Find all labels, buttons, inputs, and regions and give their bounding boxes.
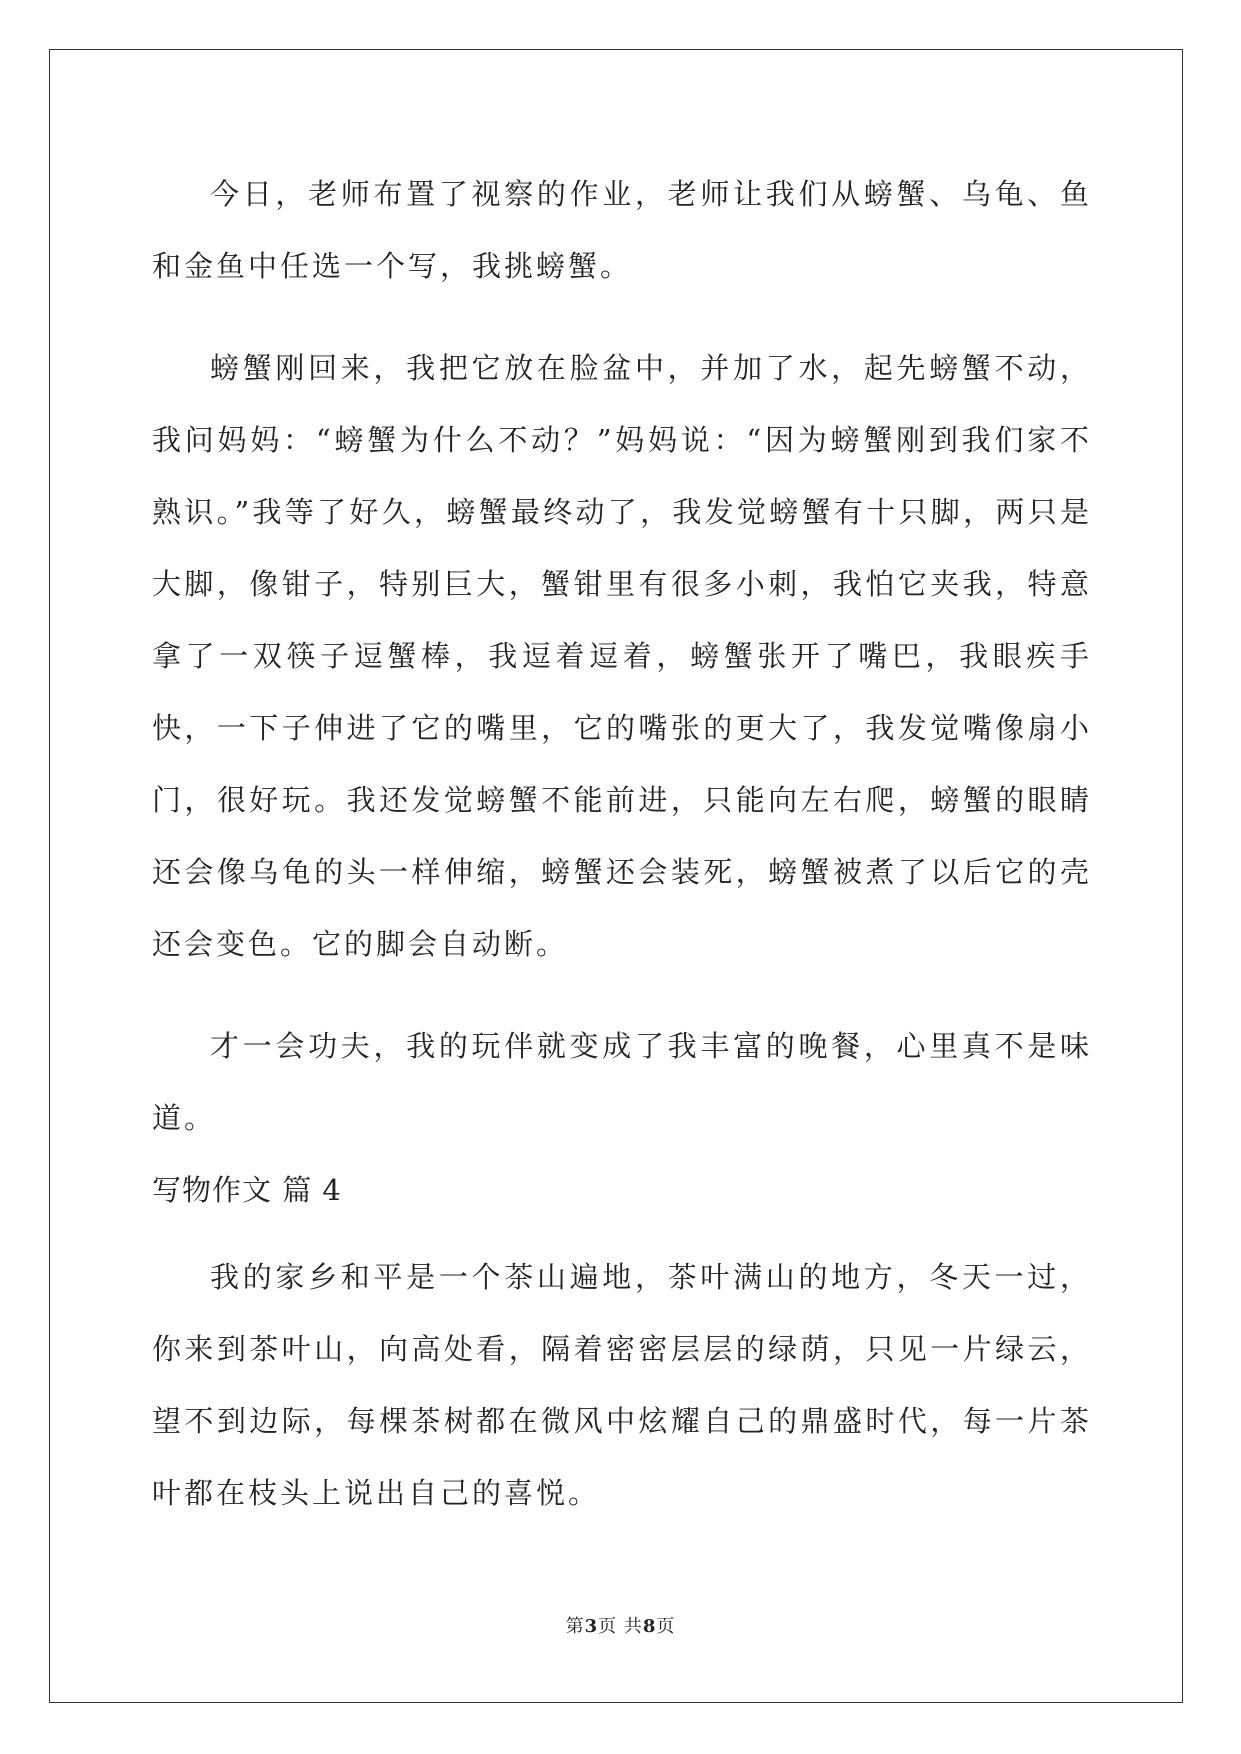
document-body xyxy=(152,158,1092,1559)
footer-mid: 页 共 xyxy=(598,1616,643,1637)
section-heading: 写物作文 篇 4 xyxy=(152,1173,342,1207)
paragraph-4: 我的家乡和平是一个茶山遍地，茶叶满山的地方，冬天一过，你来到茶叶山，向高处看，隔着密密层层的绿荫，只见一片绿云，望不到边际，每棵茶树都在微风中炫耀自己的鼎盛时代，每一片茶叶都在枝头上说出自己的喜悦。 xyxy=(152,1260,1092,1510)
footer-page-number: 3 xyxy=(584,1616,599,1637)
paragraph-1: 今日，老师布置了视察的作业，老师让我们从螃蟹、乌龟、鱼和金鱼中任选一个写，我挑螃蟹。 xyxy=(152,177,1092,283)
footer-prefix: 第 xyxy=(565,1616,585,1637)
page-footer xyxy=(0,1612,1241,1638)
footer-total-pages: 8 xyxy=(642,1616,657,1637)
footer-suffix: 页 xyxy=(656,1616,676,1637)
paragraph-2: 螃蟹刚回来，我把它放在脸盆中，并加了水，起先螃蟹不动，我问妈妈：“螃蟹为什么不动？”妈妈说：“因为螃蟹刚到我们家不熟识。”我等了好久，螃蟹最终动了，我发觉螃蟹有十只脚，两只是大脚，像钳子，特别巨大，蟹钳里有很多小刺，我怕它夹我，特意拿了一双筷子逗蟹棒，我逗着逗着，螃蟹张开了嘴巴，我眼疾手快，一下子伸进了它的嘴里，它的嘴张的更大了，我发觉嘴像扇小门，很好玩。我还发觉螃蟹不能前进，只能向左右爬，螃蟹的眼睛还会像乌龟的头一样伸缩，螃蟹还会装死，螃蟹被煮了以后它的壳还会变色。它的脚会自动断。 xyxy=(152,351,1092,961)
paragraph-3: 才一会功夫，我的玩伴就变成了我丰富的晚餐，心里真不是味道。 xyxy=(152,1029,1092,1135)
